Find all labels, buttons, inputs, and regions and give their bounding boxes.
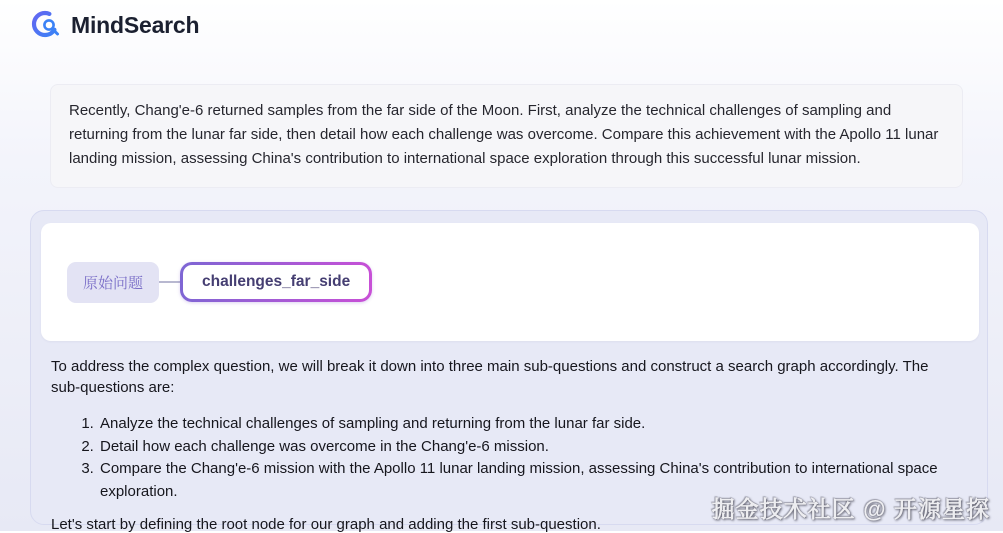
question-text: Recently, Chang'e-6 returned samples from the far side of the Moon. First, analyze the technical challenges of sampling and returning from the lunar far side, then detail how each challenge was overcome. Compare this achievement with the Apollo 11 lunar landing mission, assessing China's contribution to international space exploration through this successful lunar mission. [69,102,939,167]
sub-question-item: 2. Detail how each challenge was overcome in the Chang'e-6 mission. [98,436,971,459]
graph-edge [159,281,180,283]
app-title: MindSearch [71,11,200,38]
app-header [30,9,199,41]
explanation-intro: To address the complex question, we will break it down into three main sub-questions and construct a search graph accordingly. The sub-questions are: [51,358,929,396]
graph-canvas [41,223,979,341]
watermark: 掘金技术社区 @ 开源星探 [711,496,990,522]
explanation-closing: Let's start by defining the root node for our graph and adding the first sub-question. [51,516,601,533]
sub-question-list [51,413,971,503]
search-graph-panel [30,210,988,533]
graph-node-challenges-far-side[interactable] [180,262,372,302]
sub-question-item: 3. Compare the Chang'e-6 mission with the Apollo 11 lunar landing mission, assessing China's contribution to international space exploration. [98,458,971,503]
explanation-section [41,341,977,533]
sub-question-item: 1. Analyze the technical challenges of sampling and returning from the lunar far side. [98,413,971,436]
graph-node-root[interactable]: 原始问题 [67,262,159,303]
mindsearch-logo-icon [30,9,62,41]
graph-node-label: challenges_far_side [183,265,369,299]
question-box [50,84,963,188]
